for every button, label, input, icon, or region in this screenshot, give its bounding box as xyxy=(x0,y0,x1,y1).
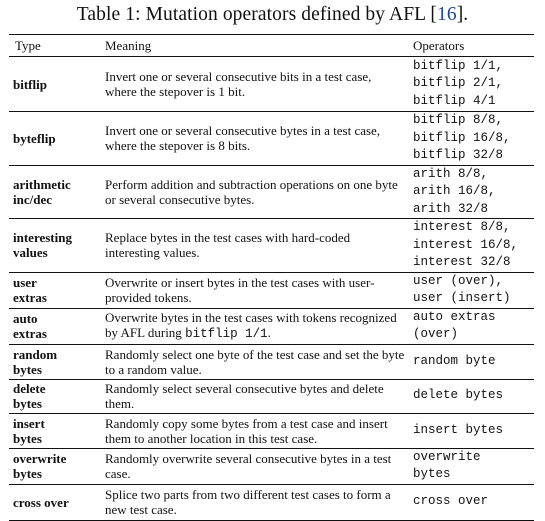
row-operators: overwrite bytes xyxy=(409,448,534,484)
row-meaning: Invert one or several consecutive bytes in a test case, where the stepover is 8 bits. xyxy=(101,112,409,166)
mutation-operators-table xyxy=(9,34,534,521)
row-type: random bytes xyxy=(9,344,101,379)
row-operators: arith 8/8, arith 16/8, arith 32/8 xyxy=(409,165,534,219)
row-meaning: Invert one or several consecutive bits in a test case, where the stepover is 1 bit. xyxy=(101,57,409,112)
table-row xyxy=(9,448,534,484)
row-meaning: Perform addition and subtraction operations on one byte or several consecutive bytes. xyxy=(101,165,409,219)
table-row xyxy=(9,308,534,344)
row-type: arithmetic inc/dec xyxy=(9,165,101,219)
row-operators: user (over), user (insert) xyxy=(409,272,534,308)
row-type: interesting values xyxy=(9,219,101,273)
row-type: user extras xyxy=(9,272,101,308)
inline-code: bitflip 1/1 xyxy=(185,327,268,341)
row-type: overwrite bytes xyxy=(9,448,101,484)
table-header-row xyxy=(9,35,534,57)
row-meaning-tail: . xyxy=(267,325,271,340)
row-operators: bitflip 1/1, bitflip 2/1, bitflip 4/1 xyxy=(409,57,534,112)
row-type: delete bytes xyxy=(9,379,101,413)
row-meaning: Overwrite or insert bytes in the test cases with user-provided tokens. xyxy=(101,272,409,308)
table-row xyxy=(9,57,534,112)
row-type: bitflip xyxy=(9,57,101,112)
row-operators: cross over xyxy=(409,484,534,520)
table-row xyxy=(9,219,534,273)
table-row xyxy=(9,484,534,520)
citation-link[interactable]: 16 xyxy=(437,4,457,25)
row-meaning: Replace bytes in the test cases with hard-coded interesting values. xyxy=(101,219,409,273)
row-meaning xyxy=(101,308,409,344)
table-row xyxy=(9,379,534,413)
row-operators: interest 8/8, interest 16/8, interest 32/8 xyxy=(409,219,534,273)
row-operators: insert bytes xyxy=(409,413,534,448)
row-operators: delete bytes xyxy=(409,379,534,413)
row-operators: auto extras (over) xyxy=(409,308,534,344)
row-meaning: Randomly select several consecutive bytes and delete them. xyxy=(101,379,409,413)
row-type: cross over xyxy=(9,484,101,520)
table-row xyxy=(9,413,534,448)
table-row xyxy=(9,272,534,308)
header-operators: Operators xyxy=(409,35,534,57)
table-row xyxy=(9,344,534,379)
row-meaning: Randomly copy some bytes from a test case and insert them to another location in this test case. xyxy=(101,413,409,448)
row-operators: bitflip 8/8, bitflip 16/8, bitflip 32/8 xyxy=(409,112,534,166)
table-row xyxy=(9,165,534,219)
header-meaning: Meaning xyxy=(101,35,409,57)
header-type: Type xyxy=(9,35,101,57)
table-row xyxy=(9,112,534,166)
row-meaning: Randomly select one byte of the test case and set the byte to a random value. xyxy=(101,344,409,379)
row-meaning: Splice two parts from two different test cases to form a new test case. xyxy=(101,484,409,520)
row-meaning-text: Overwrite bytes in the test cases with tokens recognized by AFL during xyxy=(105,310,397,340)
caption-text: Table 1: Mutation operators defined by AFL [ xyxy=(76,4,437,25)
table-caption xyxy=(0,4,545,26)
row-operators: random byte xyxy=(409,344,534,379)
row-type: insert bytes xyxy=(9,413,101,448)
row-type: auto extras xyxy=(9,308,101,344)
row-meaning: Randomly overwrite several consecutive bytes in a test case. xyxy=(101,448,409,484)
row-type: byteflip xyxy=(9,112,101,166)
caption-close: ]. xyxy=(456,4,469,25)
